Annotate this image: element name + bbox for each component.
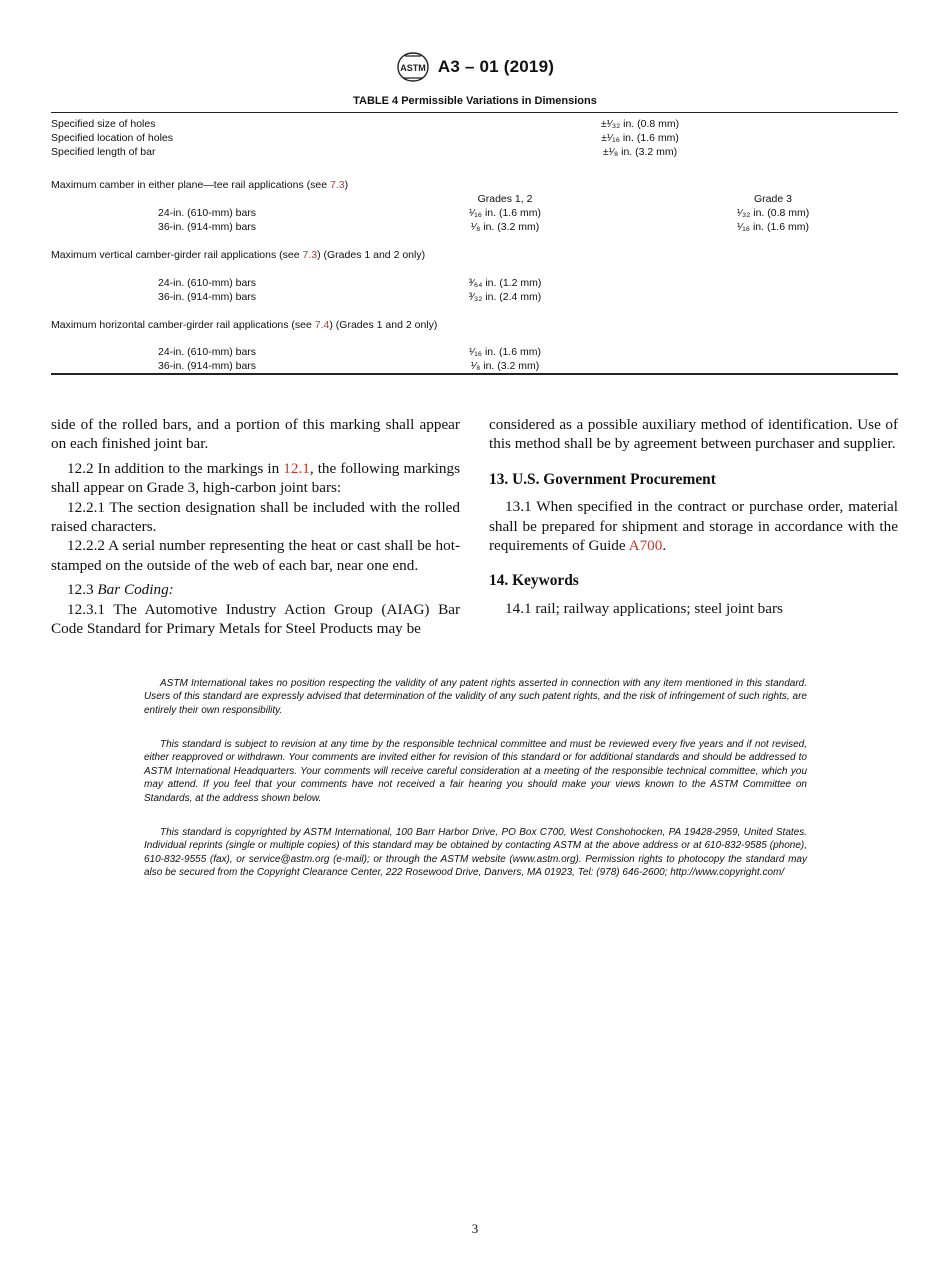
section-link-7-3[interactable]: 7.3	[302, 249, 318, 261]
left-text-column	[51, 415, 460, 638]
table-section-title: Maximum camber in either plane—tee rail applications (see 7.3)	[51, 179, 349, 191]
paragraph-12-3: 12.3 Bar Coding:	[67, 581, 174, 599]
copyright-notice: This standard is copyrighted by ASTM International, 100 Barr Harbor Drive, PO Box C700, West Conshohocken, PA 19428-2959, United States. Individual reprints (single or multiple copies) of this standard may be obtained by contacting ASTM at the above address or at 610-832-9585 (phone), 610-832-9555 (fax), or service@astm.org (e-mail); or through the ASTM website (www.astm.org). Permission rights to photocopy the standard may also be secured from the Copyright Clearance Center, 222 Rosewood Drive, Danvers, MA 01923, Tel: (978) 646-2600; http://www.copyright.com/	[144, 827, 807, 879]
table-row-value: ±¹⁄₁₆ in. (1.6 mm)	[601, 132, 679, 144]
table-row-label: 24-in. (610-mm) bars	[158, 207, 257, 219]
section-link-7-4[interactable]: 7.4	[314, 319, 330, 331]
table-row-value: ±¹⁄₃₂ in. (0.8 mm)	[600, 118, 680, 130]
section-heading-13: 13. U.S. Government Procurement	[489, 470, 716, 488]
table-section-title: Maximum horizontal camber-girder rail applications (see 7.4) (Grades 1 and 2 only)	[51, 319, 438, 331]
document-title: A3 – 01 (2019)	[437, 57, 555, 76]
section-link-7-3[interactable]: 7.3	[329, 179, 345, 191]
table-row-label: 24-in. (610-mm) bars	[158, 277, 257, 289]
paragraph-12-2-2: 12.2.2 A serial number representing the heat or cast shall be hot-stamped on the outside of the web of each bar, near one end.	[51, 537, 460, 574]
page-number: 3	[471, 1221, 479, 1236]
paragraph: considered as a possible auxiliary method of identification. Use of this method shall be by agreement between purchaser and supplier.	[489, 416, 898, 453]
table-row-label: 36-in. (914-mm) bars	[158, 360, 257, 372]
paragraph: side of the rolled bars, and a portion of this marking shall appear on each finished joint bar.	[51, 416, 460, 453]
section-link-12-1[interactable]: 12.1	[283, 459, 310, 477]
table-row-label: 36-in. (914-mm) bars	[158, 221, 257, 233]
grade-header: Grades 1, 2	[477, 193, 533, 205]
table-top-rule	[51, 112, 898, 113]
table-cell: ¹⁄₈ in. (3.2 mm)	[470, 360, 540, 372]
paragraph-14-1: 14.1 rail; railway applications; steel joint bars	[505, 599, 783, 617]
table-row-label: Specified length of bar	[51, 146, 156, 158]
table-row-label: 36-in. (914-mm) bars	[158, 291, 257, 303]
table-caption: TABLE 4 Permissible Variations in Dimensions	[353, 95, 597, 107]
table-cell: ¹⁄₁₆ in. (1.6 mm)	[737, 221, 809, 233]
table-row-label: Specified size of holes	[51, 118, 156, 130]
table-row-label: 24-in. (610-mm) bars	[158, 346, 257, 358]
table-cell: ¹⁄₁₆ in. (1.6 mm)	[469, 207, 541, 219]
table-section-title: Maximum vertical camber-girder rail applications (see 7.3) (Grades 1 and 2 only)	[51, 249, 426, 261]
table-cell: ¹⁄₈ in. (3.2 mm)	[470, 221, 540, 233]
reference-link-a700[interactable]: A700	[628, 537, 663, 555]
svg-text:ASTM: ASTM	[400, 63, 426, 73]
table-cell: ¹⁄₃₂ in. (0.8 mm)	[736, 207, 810, 219]
page-header	[0, 52, 950, 82]
table-cell: ¹⁄₁₆ in. (1.6 mm)	[469, 346, 541, 358]
table-row-value: ±¹⁄₈ in. (3.2 mm)	[602, 146, 678, 158]
revision-notice: This standard is subject to revision at any time by the responsible technical committee and must be reviewed every five years and if not revised, either reapproved or withdrawn. Your comments are invited either for revision of this standard or for additional standards and should be addressed to ASTM International Headquarters. Your comments will receive careful consideration at a meeting of the responsible technical committee, which you may attend. If you feel that your comments have not received a fair hearing you should make your views known to the ASTM Committee on Standards, at the address shown below.	[144, 739, 807, 804]
grade-header: Grade 3	[754, 193, 792, 205]
section-heading-14: 14. Keywords	[489, 572, 579, 590]
paragraph-12-3-1: 12.3.1 The Automotive Industry Action Group (AIAG) Bar Code Standard for Primary Metals for Steel Products may be	[51, 600, 460, 638]
paragraph-12-2: 12.2 In addition to the markings in 12.1, the following markings shall appear on Grade 3, high-carbon joint bars:	[51, 459, 460, 497]
table-bottom-rule	[51, 373, 898, 375]
table-cell: ³⁄₆₄ in. (1.2 mm)	[468, 277, 542, 289]
table-row-label: Specified location of holes	[51, 132, 173, 144]
table-cell: ³⁄₃₂ in. (2.4 mm)	[468, 291, 542, 303]
paragraph-13-1: 13.1 When specified in the contract or purchase order, material shall be prepared for shipment and storage in accordance with the requirements of Guide A700.	[489, 498, 898, 555]
right-text-column	[489, 415, 898, 618]
astm-logo-icon	[396, 52, 430, 82]
patent-notice: ASTM International takes no position respecting the validity of any patent rights asserted in connection with any item mentioned in this standard. Users of this standard are expressly advised that determination of the validity of any such patent rights, and the risk of infringement of such rights, are entirely their own responsibility.	[144, 678, 807, 716]
paragraph-12-2-1: 12.2.1 The section designation shall be included with the rolled raised characters.	[51, 498, 460, 536]
